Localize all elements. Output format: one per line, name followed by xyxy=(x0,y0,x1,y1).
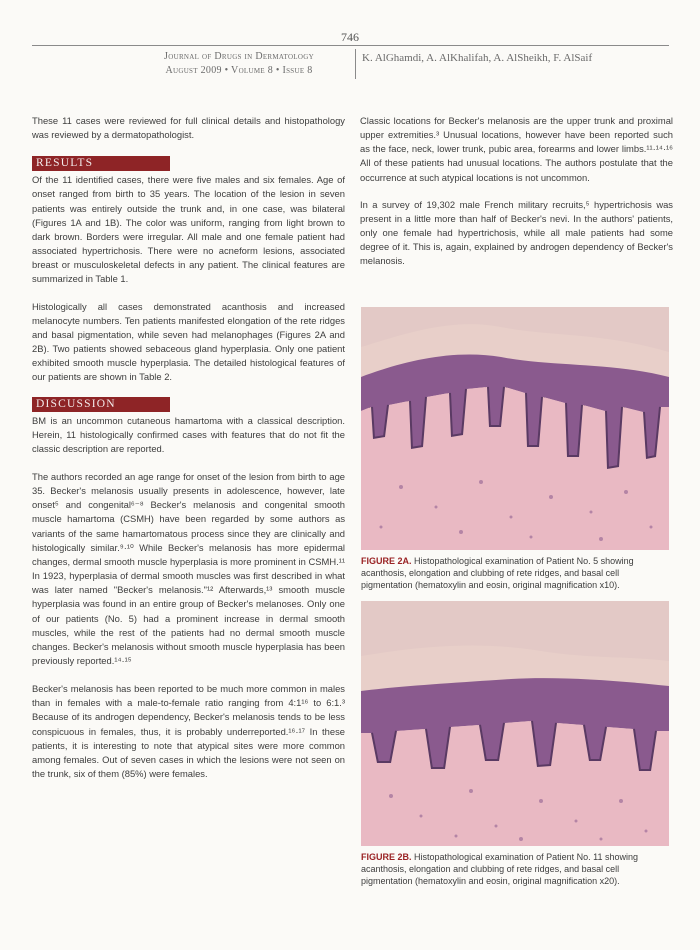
journal-header xyxy=(130,50,348,78)
discussion-paragraph-1: BM is an uncommon cutaneous hamartoma with a classical description. Herein, 11 histologically confirmed cases with features that do not fit the classic description are reported. xyxy=(32,414,345,454)
intro-paragraph: These 11 cases were reviewed for full clinical details and histopathology was reviewed by a dermatopathologist. xyxy=(32,115,345,141)
discussion-paragraph-3: Becker's melanosis has been reported to be much more common in males than in females with a male-to-female ratio ranging from 4:1¹⁶ to 6:1.³ Because of its androgen dependency, Becker's melanosis tends to be less conspicuous in females, thus, it is probably underreported.¹⁶·¹⁷ In these patients, it is interesting to note that atypical sites were more common among females. Out of seven cases in which the lesions were not seen on the trunk, six of them (85%) were females. xyxy=(32,683,345,780)
left-column xyxy=(32,114,345,793)
figure-2b-image xyxy=(361,601,669,846)
discussion-heading: DISCUSSION xyxy=(32,397,170,412)
discussion-paragraph-2: The authors recorded an age range for onset of the lesion from birth to age 35. Becker's melanosis usually presents in adolescence, however, late onset⁵ and congenital⁶⁻⁸ Becker's melanosis and congenital smooth muscle hamartoma (CSMH) have been regarded by some authors as variants of the same hamartomatous process since they are clinically and histologically similar.⁹·¹⁰ While Becker's melanosis has more epidermal changes, dermal smooth muscle hyperplasia is more prominent in CSMH.¹¹ In 1923, hyperplasia of dermal smooth muscles was first described in what was later named "Becker's melanosis."¹² Afterwards,¹³ smooth muscle hyperplasia was found in an entire group of Becker's melanoses. Only one of our patients (No. 5) had a prominent increase in dermal smooth muscles, while the rest of the patients had no dermal smooth muscle changes. Becker's melanosis without smooth muscle hyperplasia has been previously reported.¹⁴·¹⁵ xyxy=(32,470,345,666)
figure-2a-caption xyxy=(361,555,669,592)
figure-2b-caption xyxy=(361,851,669,888)
author-list: K. AlGhamdi, A. AlKhalifah, A. AlSheikh, F. AlSaif xyxy=(362,52,593,64)
histology-micrograph-2b xyxy=(361,601,669,846)
histology-micrograph-2a xyxy=(361,307,669,550)
figure-2a-caption-text: Histopathological examination of Patient No. 5 showing acanthosis, elongation and clubbing of rete ridges, and basal cell pigmentation (hematoxylin and eosin, original magnification x10). xyxy=(361,556,634,591)
journal-title: Journal of Drugs in Dermatology xyxy=(164,51,314,62)
figure-2b-label: FIGURE 2B. xyxy=(361,852,412,862)
dermis xyxy=(361,387,669,550)
journal-issue: August 2009 • Volume 8 • Issue 8 xyxy=(165,65,313,76)
header-divider xyxy=(355,49,356,79)
results-paragraph-2: Histologically all cases demonstrated acanthosis and increased melanocyte numbers. Ten patients manifested elongation of the rete ridges and basal pigmentation, while seven had melanophages (Figures 2A and 2B). Two patients showed sebaceous gland hyperplasia. Only one patient exhibited smooth muscle hyperplasia. The detailed histological features of our patients are shown in Table 2. xyxy=(32,300,345,383)
figure-2a-image xyxy=(361,307,669,550)
dermis xyxy=(361,721,669,846)
figure-2a-label: FIGURE 2A. xyxy=(361,556,412,566)
right-paragraph-1: Classic locations for Becker's melanosis are the upper trunk and proximal upper extremities.³ Unusual locations, however have been reported such as the face, neck, lower trunk, pubic area, forearms and lower limbs.¹¹·¹⁴·¹⁶ All of these patients had unusual locations. The authors postulate that the occurrence at such atypical locations is not uncommon. xyxy=(360,115,673,183)
results-paragraph-1: Of the 11 identified cases, there were five males and six females. Age of onset ranged from birth to 35 years. The location of the lesion in seven patients was entirely outside the trunk and, in one case, was bilateral (Figures 1A and 1B). The color was uniform, ranging from light brown to dark brown. Borders were irregular. All male and one female patient had associated hypertrichosis. There were no acneform lesions, associated breast or musculoskeletal defects in any patient. The clinical features are summarized in Table 1. xyxy=(32,174,345,285)
right-paragraph-2: In a survey of 19,302 male French military recruits,⁵ hypertrichosis was present in a little more than half of Becker's nevi. In the authors' patients, only one female had hypertrichosis, while all male patients had some degree of it. This is, again, explained by androgen dependency of Becker's melanosis. xyxy=(360,198,673,267)
figure-2b-caption-text: Histopathological examination of Patient No. 11 showing acanthosis, elongation and clubbing of rete ridges, and basal cell pigmentation (hematoxylin and eosin, original magnification x20). xyxy=(361,852,638,887)
page-number: 746 xyxy=(341,30,359,44)
results-heading: RESULTS xyxy=(32,156,170,171)
header-rule xyxy=(32,45,669,46)
right-column xyxy=(360,114,673,281)
